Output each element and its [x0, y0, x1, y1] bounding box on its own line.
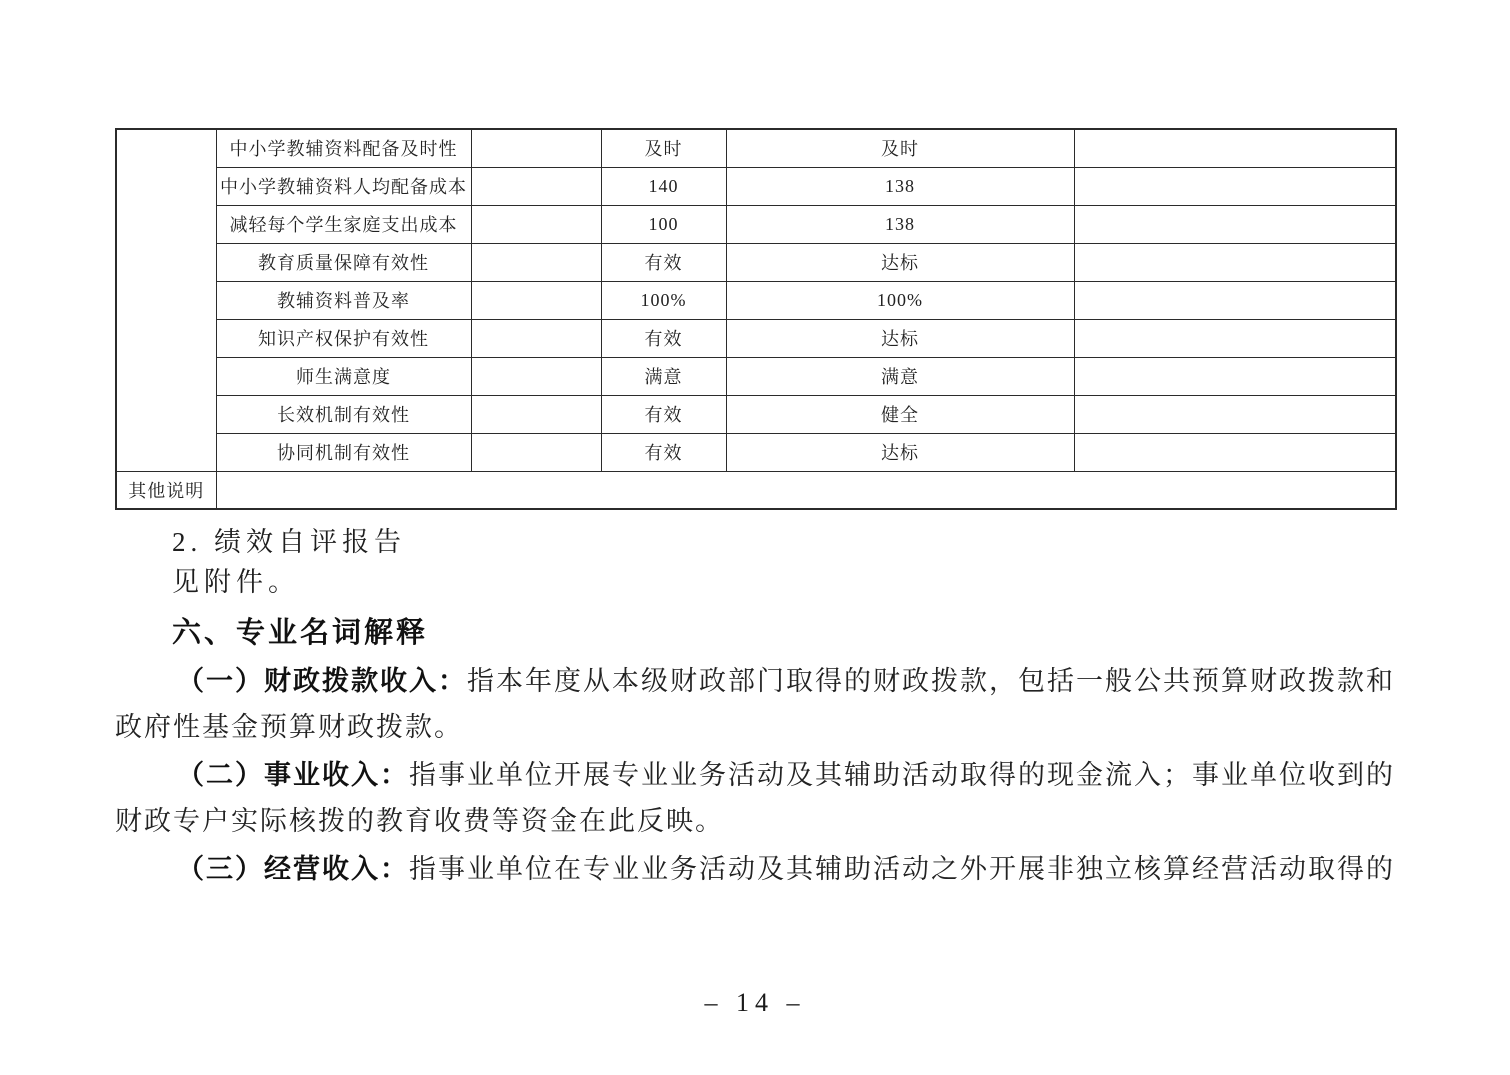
definition-term: （三）经营收入：: [177, 854, 409, 884]
table-row: [116, 129, 1396, 167]
definition-fiscal-appropriation-income: [115, 658, 1395, 750]
table-row: [116, 205, 1396, 243]
other-note-row: [116, 471, 1396, 509]
page-number: – 14 –: [704, 988, 806, 1017]
metric-name: 减轻每个学生家庭支出成本: [216, 205, 471, 243]
empty-cell: [1074, 129, 1396, 167]
table-row: [116, 433, 1396, 471]
empty-cell: [471, 395, 601, 433]
empty-cell: [471, 281, 601, 319]
target-value: 有效: [601, 319, 726, 357]
target-value: 140: [601, 167, 726, 205]
other-note-label: 其他说明: [116, 471, 216, 509]
target-value: 100: [601, 205, 726, 243]
actual-value: 138: [726, 167, 1074, 205]
actual-value: 满意: [726, 357, 1074, 395]
actual-value: 健全: [726, 395, 1074, 433]
actual-value: 达标: [726, 319, 1074, 357]
metric-name: 教育质量保障有效性: [216, 243, 471, 281]
empty-cell: [471, 357, 601, 395]
definition-term: （二）事业收入：: [177, 760, 409, 790]
empty-cell: [1074, 281, 1396, 319]
definition-term: （一）财政拨款收入：: [177, 666, 467, 696]
actual-value: 达标: [726, 243, 1074, 281]
body-text: [115, 522, 1395, 892]
section-heading-terminology: 六、专业名词解释: [172, 617, 429, 649]
subitem-self-evaluation-report: 2. 绩效自评报告: [172, 527, 406, 557]
actual-value: 100%: [726, 281, 1074, 319]
table-row: [116, 395, 1396, 433]
definition-text: 指事业单位在专业业务活动及其辅助活动之外开展非独立核算经营活动取得的: [409, 854, 1395, 884]
target-value: 100%: [601, 281, 726, 319]
empty-cell: [1074, 433, 1396, 471]
table-row: [116, 167, 1396, 205]
empty-cell: [471, 205, 601, 243]
target-value: 有效: [601, 395, 726, 433]
table-row: [116, 281, 1396, 319]
definition-operating-income-institution: [115, 752, 1395, 844]
table-row: [116, 357, 1396, 395]
definition-text: 指事业单位开展专业业务活动及其辅助活动取得的现金流入；事业单位收到的财政专户实际核拨的教育收费等资金在此反映。: [115, 760, 1395, 836]
empty-cell: [1074, 395, 1396, 433]
empty-cell: [1074, 319, 1396, 357]
actual-value: 138: [726, 205, 1074, 243]
empty-cell: [471, 167, 601, 205]
metric-name: 师生满意度: [216, 357, 471, 395]
empty-cell: [1074, 205, 1396, 243]
metric-name: 中小学教辅资料配备及时性: [216, 129, 471, 167]
target-value: 有效: [601, 243, 726, 281]
target-value: 有效: [601, 433, 726, 471]
merged-left-cell: [116, 129, 216, 471]
empty-cell: [1074, 243, 1396, 281]
empty-cell: [471, 319, 601, 357]
other-note-value: [216, 471, 1396, 509]
empty-cell: [1074, 357, 1396, 395]
table-row: [116, 243, 1396, 281]
attachment-note: 见附件。: [172, 567, 300, 597]
empty-cell: [471, 129, 601, 167]
actual-value: 达标: [726, 433, 1074, 471]
target-value: 满意: [601, 357, 726, 395]
performance-metrics-table: [115, 128, 1397, 510]
metric-name: 中小学教辅资料人均配备成本: [216, 167, 471, 205]
empty-cell: [471, 243, 601, 281]
empty-cell: [471, 433, 601, 471]
target-value: 及时: [601, 129, 726, 167]
definition-text: 指本年度从本级财政部门取得的财政拨款，包括一般公共预算财政拨款和政府性基金预算财政拨款。: [115, 666, 1395, 742]
empty-cell: [1074, 167, 1396, 205]
metric-name: 长效机制有效性: [216, 395, 471, 433]
metric-name: 教辅资料普及率: [216, 281, 471, 319]
metric-name: 知识产权保护有效性: [216, 319, 471, 357]
actual-value: 及时: [726, 129, 1074, 167]
table-row: [116, 319, 1396, 357]
definition-business-income: [115, 846, 1395, 892]
metric-name: 协同机制有效性: [216, 433, 471, 471]
